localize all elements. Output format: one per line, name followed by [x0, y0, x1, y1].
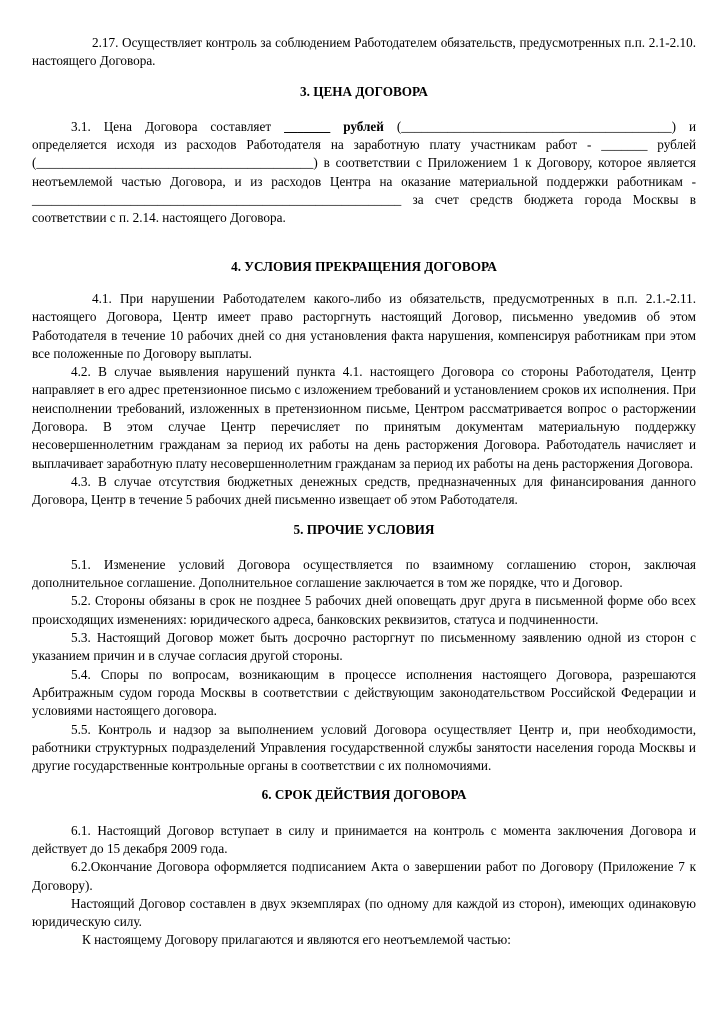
attachments-paragraph: К настоящему Договору прилагаются и являются его неотъемлемой частью: — [82, 932, 511, 948]
section-5-title: 5. ПРОЧИЕ УСЛОВИЯ — [293, 521, 435, 537]
clause-3-1-text-f: ) в соответствии с Приложением 1 к Договору, которое является неотъемлемой частью Договора, и из расходов Центра на оказание материальной поддержки работникам - — [32, 155, 696, 189]
clause-4-2: 4.2. В случае выявления нарушений пункта 4.1. настоящего Договора со стороны Работодателя, Центр направляет в его адрес претензионное письмо с изложением требований и установлением сроков их исполнения. При неисполнении требований, изложенных в претензионном письме, Центром рассматривается вопрос о расторжении Договора. В этом случае Центр перечисляет по принятым документам материальную поддержку несовершеннолетним гражданам за период их работы на день расторжения Договора. Работодатель начисляет и выплачивает заработную плату несовершеннолетним гражданам за период их работы на день расторжения Договора. — [32, 364, 696, 471]
clause-3-1-text-g: за счет средств бюджета города Москвы в соответствии с п. 2.14. настоящего Договора. — [32, 192, 696, 226]
clause-5-4: 5.4. Споры по вопросам, возникающим в процессе исполнения настоящего Договора, разрешаются Арбитражным судом города Москвы в соответствии с действующим законодательством Российской Федерации и условиями настоящего договора. — [32, 666, 696, 719]
clause-4-3: 4.3. В случае отсутствия бюджетных денежных средств, предназначенных для финансирования данного Договора, Центр в течение 5 рабочих дней письменно извещает об этом Работодателя. — [32, 473, 696, 508]
section-3-title: 3. ЦЕНА ДОГОВОРА — [300, 83, 428, 99]
clause-3-1-text-c: ( — [383, 118, 402, 134]
clause-6-2: 6.2.Окончание Договора оформляется подписанием Акта о завершении работ по Договору (Приложение 7 к Договору). — [32, 859, 696, 893]
salary-blank: _______ — [601, 137, 648, 153]
section-4-title: 4. УСЛОВИЯ ПРЕКРАЩЕНИЯ ДОГОВОРА — [231, 258, 497, 274]
clause-3-1 — [32, 118, 696, 228]
clause-4-1: 4.1. При нарушении Работодателем какого-либо из обязательств, предусмотренных в п.п. 2.1.-2.11. настоящего Договора, Центр имеет право расторгнуть настоящий Договор, письменно уведомив об этом Работодателя в течение 10 рабочих дней со дня установления факта нарушения, компенсируя работникам при этом все положенные по Договору выплаты. — [32, 290, 696, 361]
salary-words-blank: __________________________________________ — [36, 155, 314, 171]
clause-3-1-text-e: рублей ( — [32, 137, 696, 171]
clause-5-1: 5.1. Изменение условий Договора осуществляется по взаимному соглашению сторон, заключая дополнительное соглашение. Дополнительное соглашение заключается в том же порядке, что и Договор. — [32, 556, 696, 591]
support-blank: ________________________________________________________ — [32, 192, 402, 208]
currency-label: рублей — [343, 118, 384, 134]
clause-6-1: 6.1. Настоящий Договор вступает в силу и принимается на контроль с момента заключения Договора и действует до 15 декабря 2009 года. — [32, 822, 696, 856]
clause-5-5: 5.5. Контроль и надзор за выполнением условий Договора осуществляет Центр и, при необходимости, работники структурных подразделений Управления государственной службы занятости населения города Москвы и другие государственные контрольные органы в соответствии с их полномочиями. — [32, 721, 696, 774]
section-6-title: 6. СРОК ДЕЙСТВИЯ ДОГОВОРА — [261, 787, 467, 803]
clause-2-17: 2.17. Осуществляет контроль за соблюдением Работодателем обязательств, предусмотренных п.п. 2.1-2.10. настоящего Договора. — [32, 35, 696, 69]
copies-paragraph: Настоящий Договор составлен в двух экземплярах (по одному для каждой из сторон), имеющих одинаковую юридическую силу. — [32, 895, 696, 930]
clause-5-2: 5.2. Стороны обязаны в срок не позднее 5 рабочих дней оповещать друг друга в письменной форме обо всех происходящих изменениях: юридического адреса, банковских реквизитов, статуса и подчиненности. — [32, 593, 696, 627]
price-blank: _______ — [284, 118, 331, 134]
clause-3-1-text-b — [330, 119, 343, 134]
clause-5-3: 5.3. Настоящий Договор может быть досрочно расторгнут по письменному заявлению одной из сторон с указанием причин и в случае согласия другой стороны. — [32, 630, 696, 664]
clause-3-1-text-d: ) и определяется исходя из расходов Работодателя на заработную плату участникам работ - — [32, 118, 697, 153]
price-words-blank: _________________________________________ — [401, 118, 672, 134]
clause-3-1-text-a: 3.1. Цена Договора составляет — [71, 118, 285, 134]
